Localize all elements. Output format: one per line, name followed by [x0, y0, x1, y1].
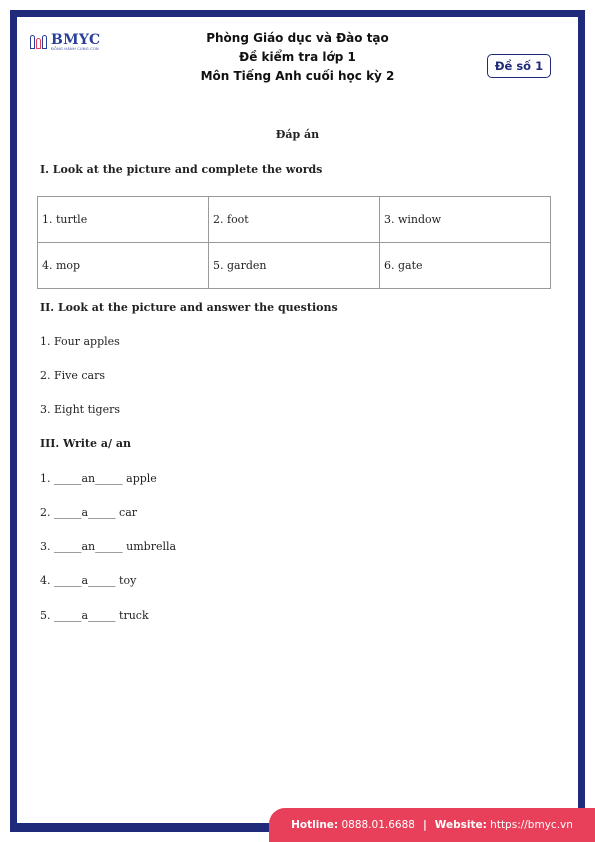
list-item: 5. _____a_____ truck: [40, 609, 149, 622]
table-cell: 6. gate: [380, 243, 551, 289]
list-item: 3. Eight tigers: [40, 403, 120, 416]
table-cell: 1. turtle: [38, 197, 209, 243]
footer-separator: |: [422, 819, 427, 831]
website-label: Website:: [434, 819, 487, 831]
list-item: 4. _____a_____ toy: [40, 574, 137, 587]
answer-key-title: Đáp án: [275, 128, 320, 141]
table-row: [38, 243, 551, 289]
website-link[interactable]: https://bmyc.vn: [490, 819, 573, 831]
list-item: 1. Four apples: [40, 335, 120, 348]
table-cell: 2. foot: [209, 197, 380, 243]
header-department: Phòng Giáo dục và Đào tạo: [206, 31, 389, 45]
table-cell: 5. garden: [209, 243, 380, 289]
hotline-number[interactable]: 0888.01.6688: [341, 819, 415, 831]
header-subject: Môn Tiếng Anh cuối học kỳ 2: [200, 69, 395, 83]
section-2-title: II. Look at the picture and answer the questions: [40, 301, 338, 314]
list-item: 3. _____an_____ umbrella: [40, 540, 177, 553]
header-exam-title: Đề kiểm tra lớp 1: [239, 50, 356, 64]
table-row: [38, 197, 551, 243]
list-item: 2. Five cars: [40, 369, 105, 382]
logo-name: BMYC: [51, 31, 101, 48]
section-1-title: I. Look at the picture and complete the words: [40, 163, 323, 176]
hotline-label: Hotline:: [291, 819, 339, 831]
table-cell: 3. window: [380, 197, 551, 243]
contact-footer: [269, 808, 595, 842]
table-cell: 4. mop: [38, 243, 209, 289]
exam-number-badge: Đề số 1: [487, 54, 551, 78]
list-item: 2. _____a_____ car: [40, 506, 138, 519]
section-3-title: III. Write a/ an: [40, 437, 131, 450]
logo-tagline: ĐỒNG HÀNH CÙNG CON: [51, 46, 99, 51]
list-item: 1. _____an_____ apple: [40, 472, 157, 485]
answers-table: [37, 196, 551, 289]
